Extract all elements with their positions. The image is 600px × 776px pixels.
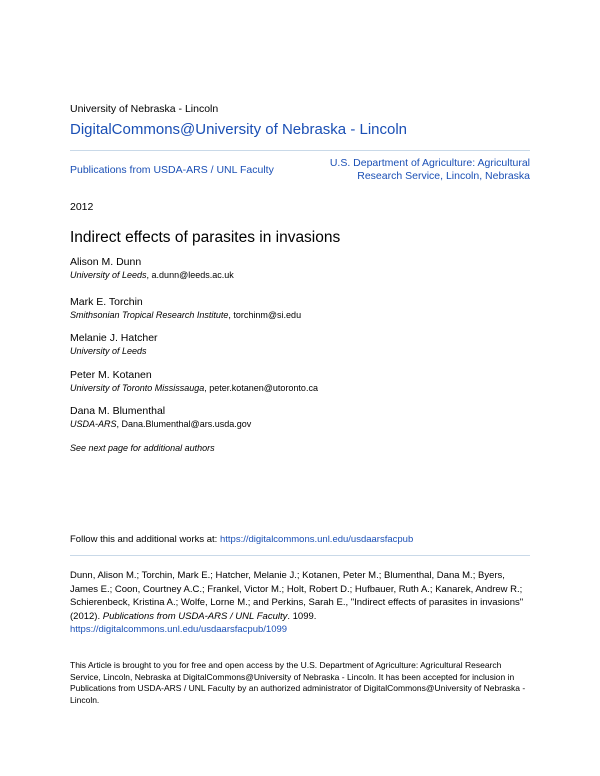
publication-year: 2012 (70, 201, 94, 213)
citation-block (70, 569, 532, 637)
additional-authors-note: See next page for additional authors (70, 443, 215, 453)
repository-link[interactable]: DigitalCommons@University of Nebraska - Lincoln (70, 121, 408, 138)
author-affiliation: University of Leeds (70, 270, 147, 280)
department-line-1: U.S. Department of Agriculture: Agricultural (329, 157, 530, 169)
author-affiliation: USDA-ARS (70, 419, 117, 429)
author-name: Mark E. Torchin (70, 296, 143, 308)
follow-link[interactable]: https://digitalcommons.unl.edu/usdaarsfacpub (219, 534, 414, 545)
divider-top (70, 150, 530, 151)
author-name: Alison M. Dunn (70, 256, 142, 268)
department-line-2: Research Service, Lincoln, Nebraska (357, 169, 530, 182)
follow-text: Follow this and additional works at: (70, 534, 220, 545)
department-link[interactable] (330, 157, 530, 182)
citation-number: . 1099. (287, 610, 317, 622)
citation-link[interactable]: https://digitalcommons.unl.edu/usdaarsfacpub/1099 (70, 624, 288, 635)
author-affiliation: University of Leeds (70, 346, 147, 356)
access-notice: This Article is brought to you for free and open access by the U.S. Department of Agriculture: Agricultural Research Service, Lincoln, Nebraska at DigitalCommons@University of Nebraska - Lincoln. It has been accepted for inclusion in Publications from USDA-ARS / UNL Faculty by an authorized administrator of DigitalCommons@University of Nebraska - Lincoln. (70, 660, 526, 705)
author-entry (70, 296, 301, 322)
author-email: , torchinm@si.edu (228, 310, 302, 320)
author-entry (70, 332, 158, 358)
follow-line (70, 534, 413, 545)
author-email: , Dana.Blumenthal@ars.usda.gov (116, 419, 252, 429)
institution-name: University of Nebraska - Lincoln (70, 103, 219, 115)
series-link[interactable]: Publications from USDA-ARS / UNL Faculty (70, 164, 274, 176)
author-name: Peter M. Kotanen (70, 369, 152, 381)
divider-bottom (70, 555, 530, 556)
author-entry (70, 405, 251, 431)
author-name: Melanie J. Hatcher (70, 332, 158, 344)
article-title: Indirect effects of parasites in invasions (70, 229, 341, 246)
author-affiliation: University of Toronto Mississauga (70, 383, 205, 393)
author-name: Dana M. Blumenthal (70, 405, 166, 417)
citation-text: Dunn, Alison M.; Torchin, Mark E.; Hatcher, Melanie J.; Kotanen, Peter M.; Blumenthal, Dana M.; Byers, James E.; Coon, Courtney A.C.; Frankel, Victor M.; Holt, Robert D.; Hufbauer, Ruth A.; Kanarek, Andrew R.; Schierenbeck, Kristina A.; Wolfe, Lorne M.; and Perkins, Sarah E., "Indirect effects of parasites in invasions" (2012). (70, 570, 524, 622)
author-email: , peter.kotanen@utoronto.ca (204, 383, 318, 393)
citation-journal: Publications from USDA-ARS / UNL Faculty (102, 610, 288, 622)
author-email: , a.dunn@leeds.ac.uk (146, 270, 234, 280)
author-entry (70, 256, 234, 282)
author-entry (70, 369, 318, 395)
author-affiliation: Smithsonian Tropical Research Institute (70, 310, 229, 320)
